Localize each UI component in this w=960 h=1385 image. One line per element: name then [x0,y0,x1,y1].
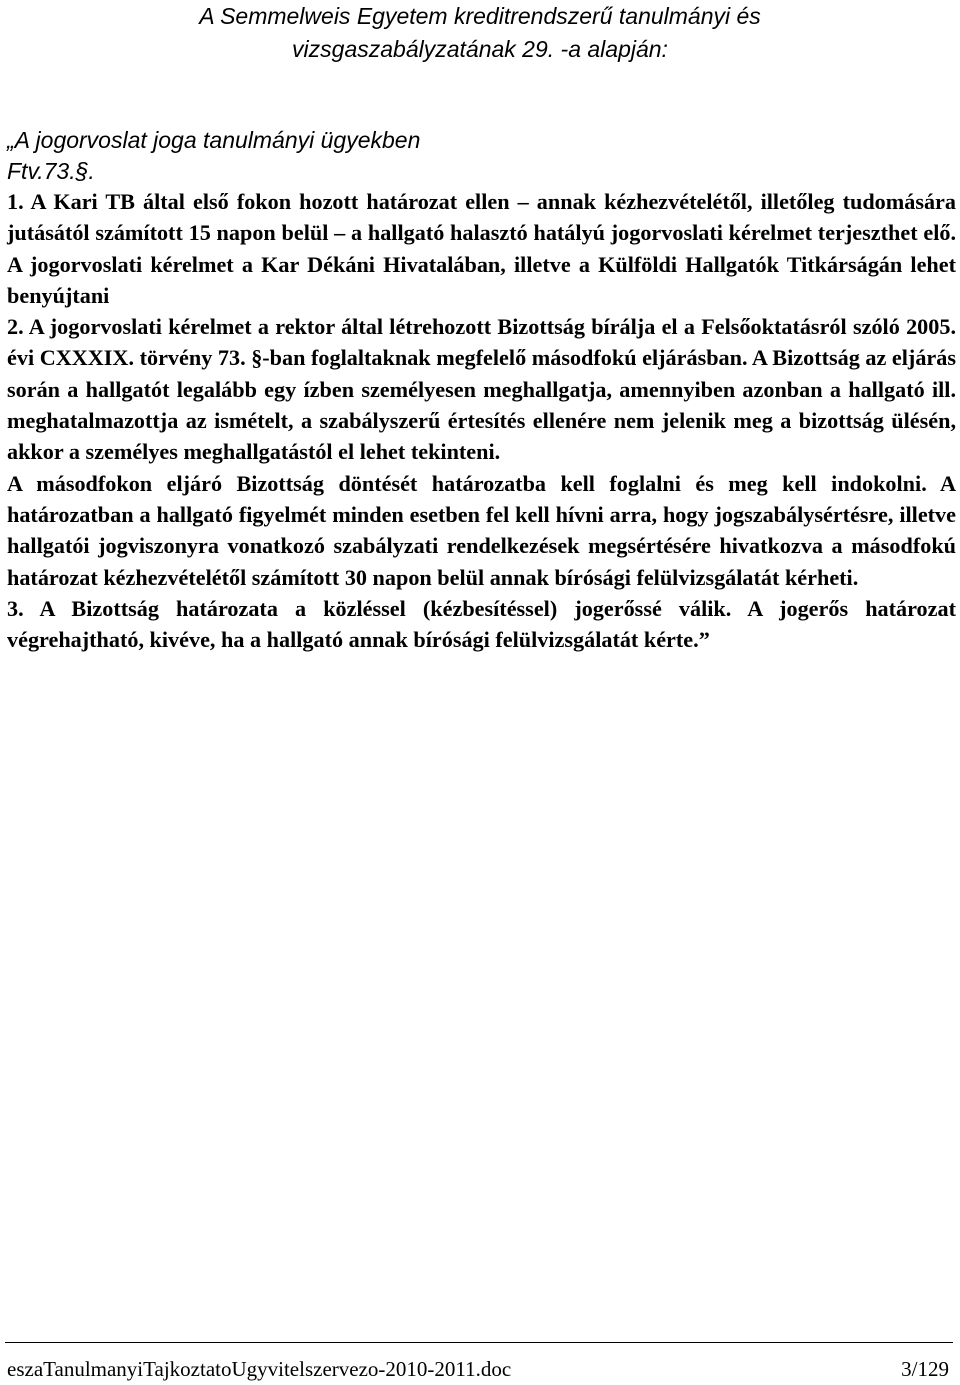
paragraph-3: A másodfokon eljáró Bizottság döntését határozatba kell foglalni és meg kell indokolni. A határozatban a hallgató figyelmét minden esetben fel kell hívni arra, hogy jogszabálysértésre, illetve hallgatói jogviszonyra vonatkozó szabályzati rendelkezések megsértésére hivatkozva a másodfokú határozat kézhezvételétől számított 30 napon belül annak bírósági felülvizsgálatát kérheti. [7,470,956,590]
paragraph-2: 2. A jogorvoslati kérelmet a rektor által létrehozott Bizottság bírálja el a Felsőoktatásról szóló 2005. évi CXXXIX. törvény 73. §-ban foglaltaknak megfelelő másodfokú eljárásban. A Bizottság az eljárás során a hallgatót legalább egy ízben személyesen meghallgatja, amennyiben azonban a hallgató ill. meghatalmazottja az ismételt, a szabályszerű értesítés ellenére nem jelenik meg a bizottság ülésén, akkor a személyes meghallgatástól el lehet tekinteni. [7,314,956,465]
paragraph-1: 1. A Kari TB által első fokon hozott határozat ellen – annak kézhezvételétől, illetőleg tudomására jutásától számított 15 napon belül – a hallgató halasztó hatályú jogorvoslati kérelmet terjeszthet elő. A jogorvoslati kérelmet a Kar Dékáni Hivatalában, illetve a Külföldi Hallgatók Titkárságán lehet benyújtani [7,189,956,308]
document-heading-line-2: vizsgaszabályzatának 29. -a alapján: [292,36,668,62]
law-reference: Ftv.73.§. [7,158,95,184]
paragraph-4: 3. A Bizottság határozata a közléssel (kézbesítéssel) jogerőssé válik. A jogerős határozat végrehajtható, kivéve, ha a hallgató annak bírósági felülvizsgálatát kérte.” [7,595,956,653]
footer-divider [5,1342,953,1343]
quote-title: „A jogorvoslat joga tanulmányi ügyekben [7,127,421,153]
document-heading-line-1: A Semmelweis Egyetem kreditrendszerű tanulmányi és [199,3,761,29]
body-text [7,186,956,655]
footer-filename: eszaTanulmanyiTajkoztatoUgyvitelszervezo-2010-2011.doc [7,1357,512,1381]
footer-page-number: 3/129 [901,1357,949,1381]
